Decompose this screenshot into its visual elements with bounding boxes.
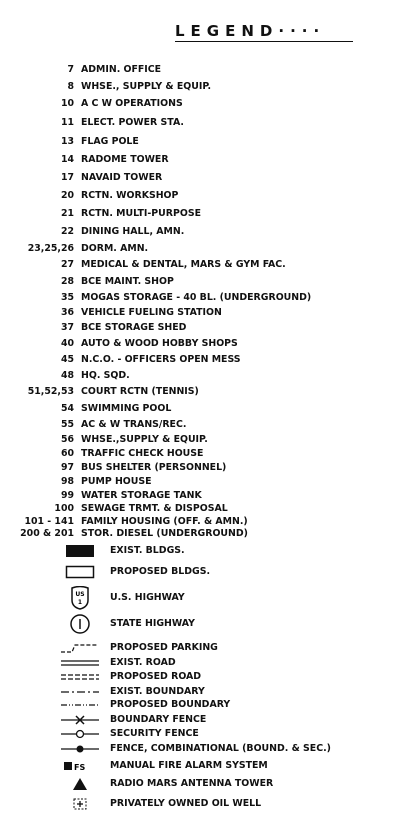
legend-symbol-row <box>0 726 400 742</box>
entry-label: BUS SHELTER (PERSONNEL) <box>81 462 227 473</box>
entry-number: 22 <box>60 226 74 237</box>
legend-entry <box>0 386 400 400</box>
entry-label: RCTN. MULTI-PURPOSE <box>81 208 202 219</box>
entry-number: 97 <box>60 462 74 473</box>
entry-number: 100 <box>54 503 74 514</box>
legend-entry <box>0 172 400 186</box>
legend-entry <box>0 528 400 542</box>
entry-label: SEWAGE TRMT. & DISPOSAL <box>81 503 228 514</box>
outline-rect-icon <box>60 564 100 580</box>
legend-symbol-row <box>0 741 400 757</box>
symbol-label: U.S. HIGHWAY <box>110 592 185 603</box>
entry-number: 37 <box>60 322 74 333</box>
symbol-label: RADIO MARS ANTENNA TOWER <box>110 778 274 789</box>
legend-entry <box>0 190 400 204</box>
legend-entry <box>0 154 400 168</box>
legend-entry <box>0 370 400 384</box>
legend-entry <box>0 434 400 448</box>
entry-number: 20 <box>60 190 74 201</box>
entry-number: 21 <box>60 208 74 219</box>
legend-symbol-row <box>0 697 400 713</box>
legend-entry <box>0 354 400 368</box>
symbol-label: BOUNDARY FENCE <box>110 714 207 725</box>
proposed-parking-icon <box>60 640 100 656</box>
entry-label: FAMILY HOUSING (OFF. & AMN.) <box>81 516 248 527</box>
entry-number: 7 <box>67 64 74 75</box>
entry-label: HQ. SQD. <box>81 370 130 381</box>
symbol-label: EXIST. ROAD <box>110 657 176 668</box>
legend-entry <box>0 64 400 78</box>
legend-entry <box>0 503 400 517</box>
entry-label: FLAG POLE <box>81 136 139 147</box>
legend-entry <box>0 208 400 222</box>
entry-label: WATER STORAGE TANK <box>81 490 202 501</box>
entry-number: 48 <box>60 370 74 381</box>
entry-label: BCE STORAGE SHED <box>81 322 187 333</box>
entry-number: 60 <box>60 448 74 459</box>
proposed-boundary-icon <box>60 697 100 713</box>
entry-label: N.C.O. - OFFICERS OPEN MESS <box>81 354 241 365</box>
legend-entry <box>0 403 400 417</box>
svg-text:US: US <box>75 591 85 598</box>
entry-number: 45 <box>60 354 74 365</box>
legend-title: LEGEND···· <box>175 22 326 40</box>
entry-label: COURT RCTN (TENNIS) <box>81 386 199 397</box>
entry-number: 54 <box>60 403 74 414</box>
svg-text:FS: FS <box>74 763 86 772</box>
entry-label: DINING HALL, AMN. <box>81 226 185 237</box>
entry-number: 55 <box>60 419 74 430</box>
legend-entry <box>0 136 400 150</box>
legend-entry <box>0 117 400 131</box>
entry-label: TRAFFIC CHECK HOUSE <box>81 448 204 459</box>
entry-number: 10 <box>60 98 74 109</box>
symbol-label: MANUAL FIRE ALARM SYSTEM <box>110 760 268 771</box>
legend-entry <box>0 322 400 336</box>
entry-number: 99 <box>60 490 74 501</box>
legend-symbol-row <box>0 640 400 656</box>
entry-label: MEDICAL & DENTAL, MARS & GYM FAC. <box>81 259 286 270</box>
solid-rect-icon <box>60 543 100 559</box>
symbol-label: STATE HIGHWAY <box>110 618 195 629</box>
entry-label: ADMIN. OFFICE <box>81 64 162 75</box>
entry-number: 101 - 141 <box>24 516 74 527</box>
entry-label: SWIMMING POOL <box>81 403 172 414</box>
entry-number: 23,25,26 <box>27 243 74 254</box>
antenna-triangle-icon <box>60 776 100 792</box>
legend-symbol-row <box>0 669 400 685</box>
legend-symbol-row <box>0 796 400 812</box>
legend-symbol-row <box>0 590 400 606</box>
legend-entry <box>0 448 400 462</box>
symbol-label: EXIST. BLDGS. <box>110 545 185 556</box>
legend-entry <box>0 476 400 490</box>
entry-label: STOR. DIESEL (UNDERGROUND) <box>81 528 248 539</box>
symbol-label: EXIST. BOUNDARY <box>110 686 205 697</box>
symbol-label: PROPOSED ROAD <box>110 671 202 682</box>
legend-entry <box>0 307 400 321</box>
legend-symbol-row <box>0 776 400 792</box>
oil-well-icon <box>60 796 100 812</box>
legend-entry <box>0 338 400 352</box>
entry-number: 51,52,53 <box>27 386 74 397</box>
title-underline <box>175 41 353 42</box>
entry-label: RCTN. WORKSHOP <box>81 190 179 201</box>
legend-entry <box>0 292 400 306</box>
security-fence-icon <box>60 726 100 742</box>
legend-symbol-row <box>0 543 400 559</box>
entry-label: WHSE.,SUPPLY & EQUIP. <box>81 434 208 445</box>
entry-label: WHSE., SUPPLY & EQUIP. <box>81 81 212 92</box>
combinational-fence-icon <box>60 741 100 757</box>
entry-number: 200 & 201 <box>20 528 74 539</box>
symbol-label: PROPOSED BOUNDARY <box>110 699 231 710</box>
entry-number: 14 <box>60 154 74 165</box>
legend-entry <box>0 419 400 433</box>
legend-symbol-row <box>0 564 400 580</box>
entry-label: VEHICLE FUELING STATION <box>81 307 222 318</box>
legend-entry <box>0 490 400 504</box>
entry-label: BCE MAINT. SHOP <box>81 276 174 287</box>
symbol-label: PRIVATELY OWNED OIL WELL <box>110 798 262 809</box>
legend-symbol-row <box>0 758 400 774</box>
legend-entry <box>0 226 400 240</box>
entry-number: 11 <box>60 117 74 128</box>
us-highway-shield-icon <box>60 590 100 606</box>
entry-label: NAVAID TOWER <box>81 172 163 183</box>
entry-label: AUTO & WOOD HOBBY SHOPS <box>81 338 238 349</box>
symbol-label: FENCE, COMBINATIONAL (BOUND. & SEC.) <box>110 743 331 754</box>
entry-number: 17 <box>60 172 74 183</box>
entry-label: MOGAS STORAGE - 40 BL. (UNDERGROUND) <box>81 292 312 303</box>
entry-number: 35 <box>60 292 74 303</box>
symbol-label: PROPOSED BLDGS. <box>110 566 211 577</box>
legend-entry <box>0 276 400 290</box>
entry-number: 40 <box>60 338 74 349</box>
entry-label: PUMP HOUSE <box>81 476 152 487</box>
legend-entry <box>0 259 400 273</box>
legend-entry <box>0 98 400 112</box>
proposed-road-icon <box>60 669 100 685</box>
entry-label: A C W OPERATIONS <box>81 98 183 109</box>
entry-label: DORM. AMN. <box>81 243 149 254</box>
entry-number: 56 <box>60 434 74 445</box>
svg-text:1: 1 <box>77 599 83 606</box>
state-highway-circle-icon <box>60 616 100 632</box>
entry-number: 28 <box>60 276 74 287</box>
symbol-label: SECURITY FENCE <box>110 728 199 739</box>
entry-number: 27 <box>60 259 74 270</box>
entry-number: 13 <box>60 136 74 147</box>
legend-entry <box>0 243 400 257</box>
entry-label: RADOME TOWER <box>81 154 169 165</box>
fire-alarm-icon <box>60 758 100 774</box>
entry-number: 8 <box>67 81 74 92</box>
symbol-label: PROPOSED PARKING <box>110 642 218 653</box>
legend-entry <box>0 81 400 95</box>
entry-number: 98 <box>60 476 74 487</box>
legend-entry <box>0 462 400 476</box>
legend-symbol-row <box>0 616 400 632</box>
entry-label: ELECT. POWER STA. <box>81 117 184 128</box>
entry-label: AC & W TRANS/REC. <box>81 419 187 430</box>
entry-number: 36 <box>60 307 74 318</box>
